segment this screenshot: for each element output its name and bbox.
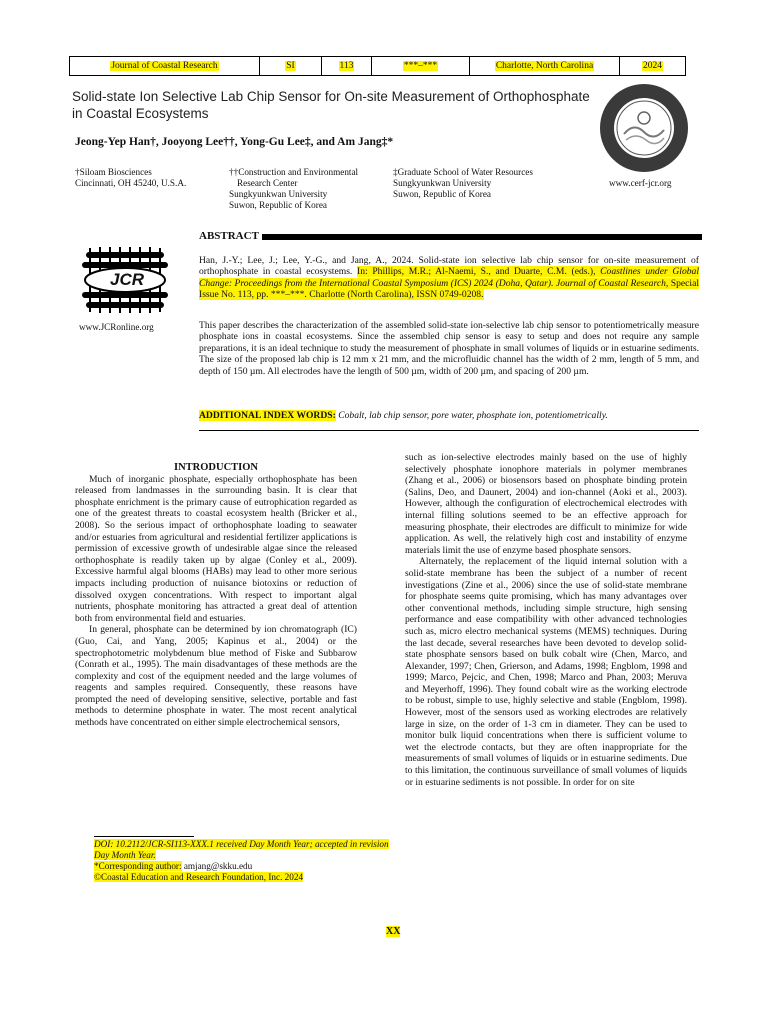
affiliation-line: Research Center [237,178,298,188]
citation-paragraph [199,255,699,301]
abstract-end-rule [199,430,699,431]
index-words [199,410,608,421]
affiliation-line: Sungkyunkwan University [229,189,328,199]
jcr-url[interactable]: www.JCRonline.org [79,322,154,332]
footnote-rule [94,836,194,837]
affiliation-line: Cincinnati, OH 45240, U.S.A. [75,178,187,188]
cerf-url[interactable]: www.cerf-jcr.org [609,178,672,188]
right-column [405,452,687,788]
affiliation-line: ‡Graduate School of Water Resources [393,167,533,177]
affiliation-1 [75,167,186,189]
citation-proceedings: Coastlines under Global Change: Proceedings from the International Coastal Symposium (ICS) 2024 (Doha, Qatar). Journal of Coastal Research, [199,266,700,289]
body-paragraph: Much of inorganic phosphate, especially orthophosphate has been released from landmasses in the surrounding basin. It is clear that phosphate enrichment is the primary cause of eutrophication regarded as one of the greatest threats to coastal ecosystem health (Bricker et al., 2008). So the serious impact of orthophosphate loading to seawater and/or estuaries from agricultural and residential fertilizer applications is permission of excessive growth of undesirable algae since the released orthophosphate is readily taken up by algae (Conley et al., 2009). Excessive harmful algal blooms (HABs) may lead to other more serious impacts including production of nuisance biotoxins or reduction of dissolved oxygen concentrations. With respect to important algal nutrients, phosphate monitoring has attracted a great deal of attention both from environmental field and estuaries. [75,473,357,624]
left-column [75,462,357,729]
affiliation-line: ††Construction and Environmental [229,167,359,177]
affiliation-3 [393,167,533,200]
cerf-seal-logo [596,82,692,174]
page-number: XX [386,926,401,937]
affiliation-2 [229,167,358,211]
abstract-heading: ABSTRACT [199,230,259,242]
header-year: 2024 [643,61,662,71]
footnotes [94,839,394,883]
header-issue: 113 [322,57,372,75]
affiliation-line: Suwon, Republic of Korea [393,189,491,199]
citation-issue: Special Issue No. 113, pp. ***–***. Charlotte (North Carolina), ISSN 0749-0208. [199,277,699,301]
journal-header-table [69,56,686,76]
body-paragraph: Alternately, the replacement of the liquid internal solution with a solid-state membrane has been the subject of a number of recent investigations (Zine et al., 2006) since the use of solid-state membrane for phosphate seems quite promising, which has many advantages over other conventional methods, including simple structure, high sensing performance and ease compatibility with other advanced technologies such as, micro electro mechanical systems (MEMS) techniques. During the last decade, several researches have been devoted to develop solid-state phosphate sensors based on bulk cobalt wire (Chen, Marco, and Alexander, 1997; Chen, Grierson, and Adams, 1998; Engblom, 1998 and 1999; Marco, Pejcic, and Chen, 1998; Marco and Phan, 2003; Meruva and Meyerhoff, 1996). They found cobalt wire as the working electrode to be robust, simple to use, highly selective and stable (Engblom, 1998). However, most of the sensors used as working electrodes are relatively large in size, on the order of 1-3 cm in diameter. They can be used to monitor bulk liquid concentrations when there is sufficient volume to wet the electrode contacts, but they are often inappropriate for the measurements of small volumes of liquids or in estuarine sediments. Due to this limitation, the continuous surveillance of small volumes of liquids or in estuarine sediments is not possible. In order for on site [405,556,687,788]
affiliation-line: Sungkyunkwan University [393,178,492,188]
corresponding-label: *Corresponding author: [94,861,182,871]
abstract-divider-bar [262,234,702,240]
paper-title: Solid-state Ion Selective Lab Chip Sensor for On-site Measurement of Orthophosphate in Coastal Ecosystems [72,89,590,121]
jcr-logo-text: JCR [109,270,144,289]
header-journal: Journal of Coastal Research [70,57,260,75]
header-pages: ***–*** [372,57,470,75]
corresponding-email[interactable]: amjang@skku.edu [181,861,253,871]
citation-text: Han, J.-Y.; Lee, J.; Lee, Y.-G., and Jang, A., 2024. Solid-state ion selective lab chip sensor for on-site measurement of orthophosphate in coastal ecosystems. [199,255,699,278]
index-words-list: Cobalt, lab chip sensor, pore water, phosphate ion, potentiometrically. [335,410,608,421]
affiliation-line: Suwon, Republic of Korea [229,200,327,210]
author-list: Jeong-Yep Han†, Jooyong Lee††, Yong-Gu Lee‡, and Am Jang‡* [75,136,394,148]
doi-footnote: DOI: 10.2112/JCR-SI113-XXX.1 received Day Month Year; accepted in revision Day Month Year. [94,839,389,860]
abstract-body: This paper describes the characterization of the assembled solid-state ion-selective lab chip sensor to potentiometrically measure phosphate ions in coastal ecosystems. Since the assembled chip sensor is easy to setup and does not require any sample preparations, it is an ideal technique to study the measurement of phosphate in small volumes of liquids or in estuarine sediments. The size of the proposed lab chip is 12 mm x 21 mm, and the microfluidic channel has the width of 2 mm, length of 5 mm, and depth of 150 µm. All electrodes have the length of 500 µm, width of 200 µm, and spacing of 200 µm. [199,320,699,377]
body-paragraph: In general, phosphate can be determined by ion chromatograph (IC) (Guo, Cai, and Yang, 2005; Kapinus et al., 2004) or the spectrophotometric molybdenum blue method of Fiske and Subbarow (Conrath et al., 1995). The main disadvantages of these methods are the complexity and cost of the equipment needed and the large volumes of reagents and samples required. Consequently, these reasons have prompted the need of developing sensitive, selective, portable and fast methods to determine phosphate in water. The most recent analytical methods have concentrated on either simple electrochemical sensors, [75,624,357,729]
introduction-heading: INTRODUCTION [173,462,258,473]
header-location: Charlotte, North Carolina [470,57,620,75]
copyright-footnote: ©Coastal Education and Research Foundation, Inc. 2024 [94,872,304,882]
body-paragraph: such as ion-selective electrodes mainly based on the use of highly selectively phosphate ionophore materials in polymer membranes (Zhang et al., 2006) or biosensors based on phosphate binding protein (Salins, Deo, and Daunert, 2004) and ion-channel (Aoki et al., 2003). However, although the configuration of electrochemical electrodes with internal filling solutions seemed to be an effective approach for measuring phosphate, their electrodes are difficult to minimize for wide application. As well, the relatively high cost and instability of enzyme materials limit the use of enzyme based phosphate sensors. [405,452,687,556]
citation-editors: In: Phillips, M.R.; Al-Naemi, S., and Duarte, C.M. (eds.), [357,266,601,278]
header-si: SI [260,57,322,75]
affiliation-line: †Siloam Biosciences [75,167,152,177]
index-words-label: ADDITIONAL INDEX WORDS: [199,410,336,421]
